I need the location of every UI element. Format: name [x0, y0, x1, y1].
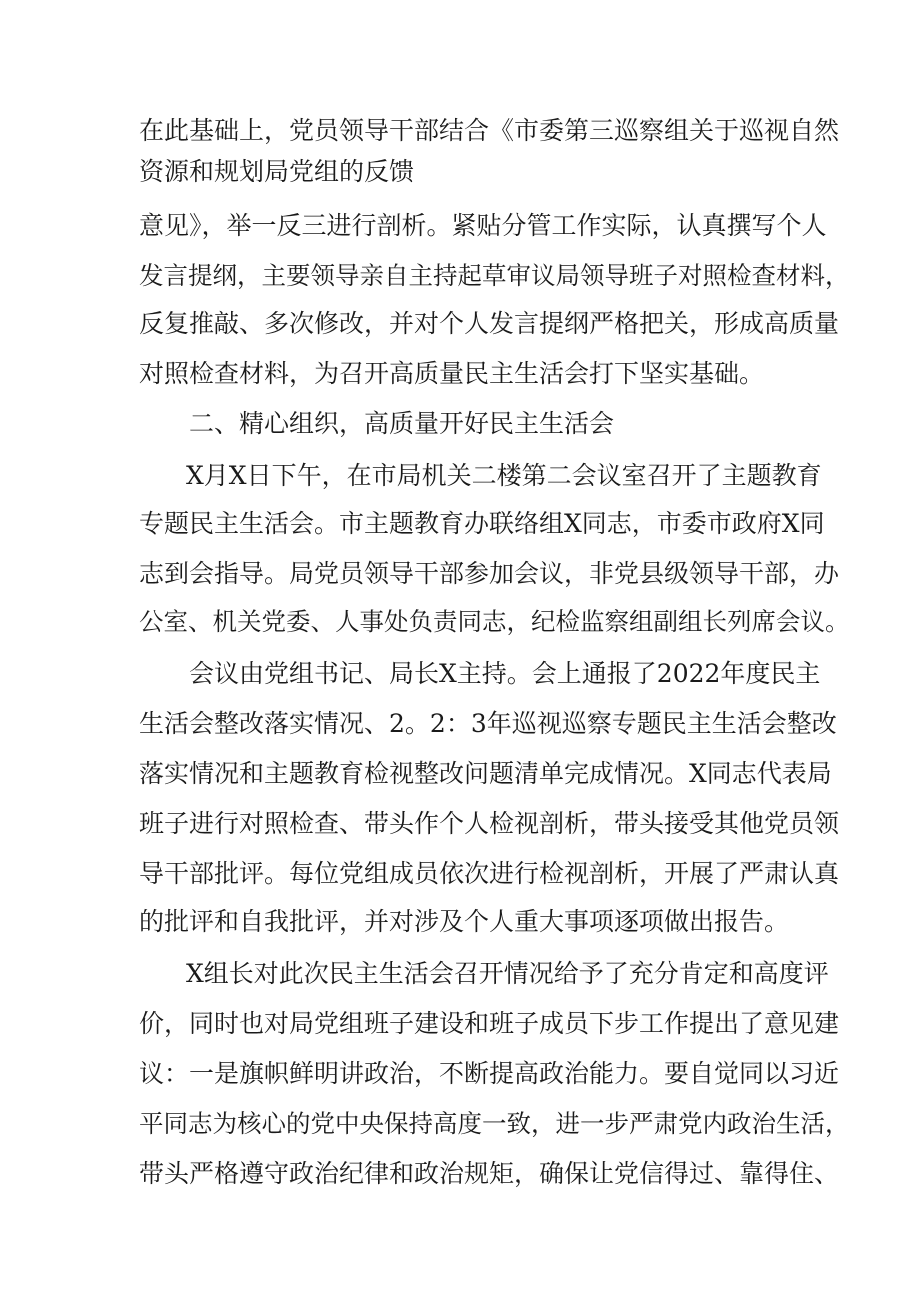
text-line: 的批评和自我批评，并对涉及个人重大事项逐项做出报告。: [139, 907, 790, 936]
text-line: X组长对此次民主生活会召开情况给予了充分肯定和高度评: [186, 959, 829, 988]
text-line: 志到会指导。局党员领导干部参加会议，非党县级领导干部，办: [139, 559, 840, 588]
text-line: 发言提纲，主要领导亲自主持起草审议局领导班子对照检查材料，: [139, 261, 850, 290]
text-line: 带头严格遵守政治纪律和政治规矩，确保让党信得过、靠得住、: [139, 1159, 840, 1188]
text-line: X月X日下午，在市局机关二楼第二会议室召开了主题教育: [186, 461, 822, 490]
text-line: 公室、机关党委、人事处负责同志，纪检监察组副组长列席会议。: [139, 607, 850, 636]
section-heading: 二、精心组织，高质量开好民主生活会: [189, 409, 615, 438]
text-line: 意见》，举一反三进行剖析。紧贴分管工作实际，认真撰写个人: [139, 211, 827, 240]
text-line: 议：一是旗帜鲜明讲政治，不断提高政治能力。要自觉同以习近: [139, 1059, 840, 1088]
text-line: 导干部批评。每位党组成员依次进行检视剖析，开展了严肃认真: [139, 859, 840, 888]
text-line: 专题民主生活会。市主题教育办联络组X同志，市委市政府X同: [139, 509, 825, 538]
text-line: 价，同时也对局党组班子建设和班子成员下步工作提出了意见建: [139, 1009, 840, 1038]
text-line: 资源和规划局党组的反馈: [139, 157, 415, 186]
text-line: 会议由党组书记、局长X主持。会上通报了2022年度民主: [189, 659, 821, 688]
text-line: 对照检查材料，为召开高质量民主生活会打下坚实基础。: [139, 359, 765, 388]
text-line: 反复推敲、多次修改，并对个人发言提纲严格把关，形成高质量: [139, 309, 840, 338]
text-line: 在此基础上，党员领导干部结合《市委第三巡察组关于巡视自然: [139, 116, 840, 145]
text-line: 平同志为核心的党中央保持高度一致，进一步严肃党内政治生活，: [139, 1109, 850, 1138]
text-line: 班子进行对照检查、带头作个人检视剖析，带头接受其他党员领: [139, 809, 840, 838]
text-line: 落实情况和主题教育检视整改问题清单完成情况。X同志代表局: [139, 759, 832, 788]
text-line: 生活会整改落实情况、2。2：3年巡视巡察专题民主生活会整改: [139, 709, 837, 738]
